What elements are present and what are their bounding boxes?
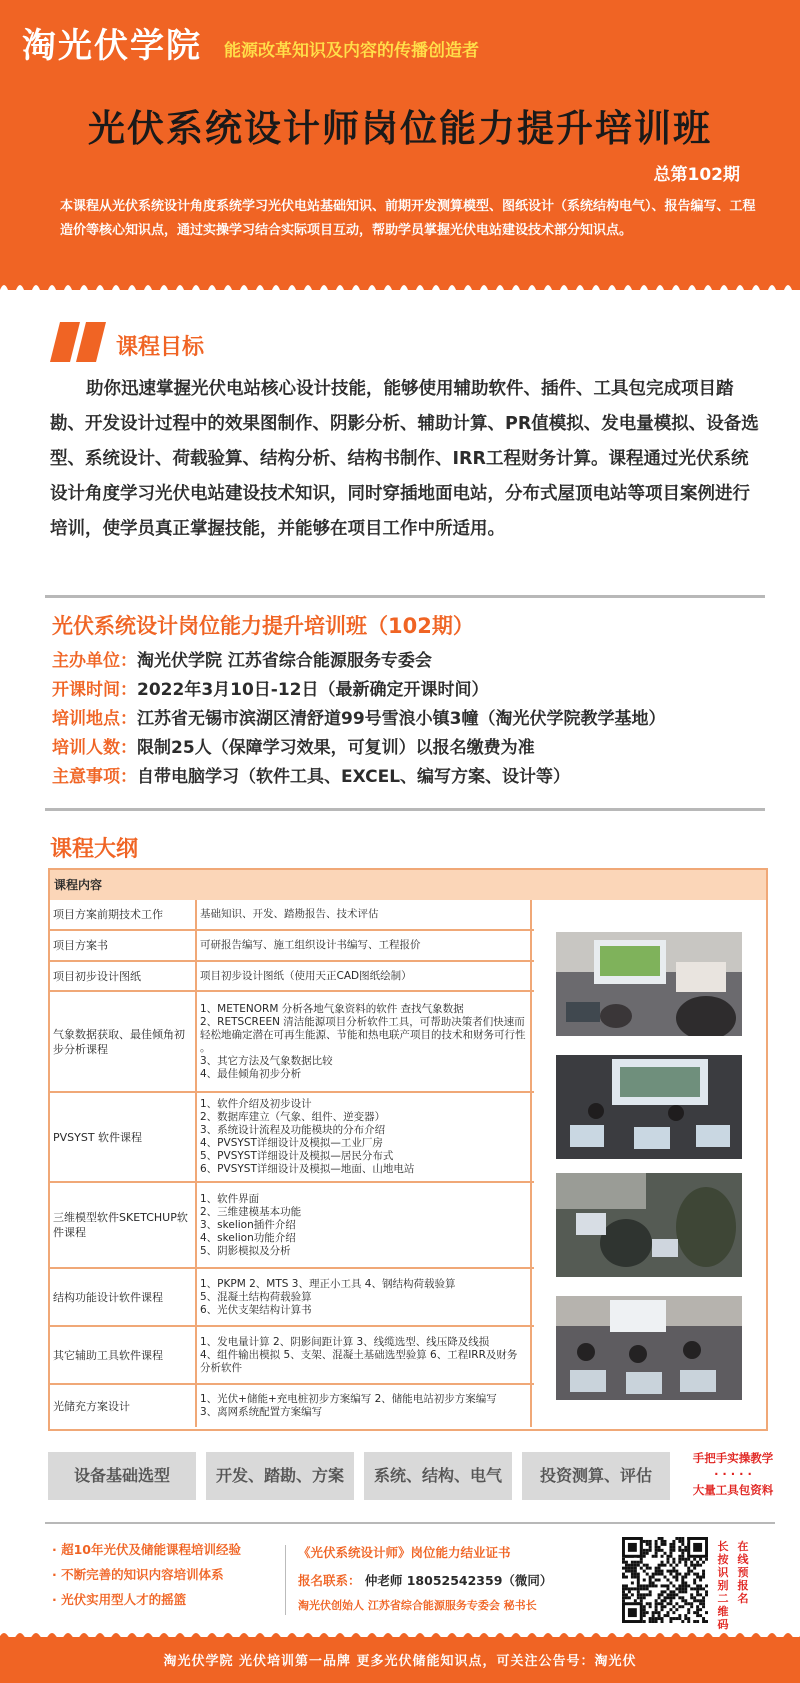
feature-list [52,1540,282,1615]
info-value: 江苏省无锡市滨湖区清舒道99号雪浪小镇3幢（淘光伏学院教学基地） [137,709,666,729]
course-content: 1、软件介绍及初步设计 2、数据库建立（气象、组件、逆变器） 3、系统设计流程及功能模块的分布介绍 4、PVSYST详细设计及模拟—工业厂房 5、PVSYST详细设计及模拟—居民分布式 6、PVSYST详细设计及模拟—地面、山地电站 [197,1093,532,1181]
info-label: 开课时间： [52,680,137,700]
course-content: 1、PKPM 2、MTS 3、理正小工具 4、钢结构荷载验算 5、混凝土结构荷载验算 6、光伏支架结构计算书 [197,1269,532,1325]
issue-number: 总第102期 [653,165,740,185]
divider [45,808,765,811]
divider [45,1522,775,1524]
info-row-notes [52,763,782,792]
info-value: 2022年3月10日-12日（最新确定开课时间） [137,680,489,700]
info-value: 淘光伏学院 江苏省综合能源服务专委会 [137,651,432,671]
certificate-text: 《光伏系统设计师》岗位能力结业证书 [298,1545,511,1560]
course-content: 1、METENORM 分析各地气象资料的软件 查找气象数据 2、RETSCREEN 清洁能源项目分析软件工具，可帮助决策者们快速而轻松地确定潜在可再生能源、节能和热电联产项目的技术和财务可行性 。 3、其它方法及气象数据比较 4、最佳倾角初步分析 [197,992,532,1091]
teaching-note-dots: · · · · · [714,1467,752,1481]
divider [45,595,765,598]
info-value: 自带电脑学习（软件工具、EXCEL、编写方案、设计等） [137,767,571,787]
info-row-capacity [52,734,782,763]
goal-title: 课程目标 [116,335,205,360]
table-row [50,1091,534,1181]
category-tag: 开发、踏勘、方案 [206,1452,354,1500]
course-name: 结构功能设计软件课程 [50,1269,197,1325]
course-name: 项目方案前期技术工作 [50,900,197,929]
course-content: 1、光伏+储能+充电桩初步方案编写 2、储能电站初步方案编写 3、离网系统配置方案编写 [197,1385,532,1427]
category-tag: 设备基础选型 [48,1452,196,1500]
course-content: 项目初步设计图纸（使用天正CAD图纸绘制） [197,962,532,990]
table-row [50,960,534,990]
table-row [50,1383,534,1427]
course-name: 项目方案书 [50,931,197,960]
category-tag: 系统、结构、电气 [364,1452,512,1500]
table-row [50,990,534,1091]
info-label: 培训地点： [52,709,137,729]
feature-item: · 不断完善的知识内容培训体系 [52,1565,282,1590]
qr-code-icon[interactable] [622,1537,708,1623]
course-name: 光储充方案设计 [50,1385,197,1427]
qr-caption-right: 在线预报名 [737,1540,749,1605]
course-content: 基础知识、开发、踏勘报告、技术评估 [197,900,532,929]
info-label: 主办单位： [52,651,137,671]
table-header: 课程内容 [50,870,766,900]
course-content: 1、发电量计算 2、阴影间距计算 3、线缆选型、线压降及线损 4、组件输出模拟 5、支架、混凝土基础选型验算 6、工程IRR及财务分析软件 [197,1327,532,1383]
table-row [50,900,534,929]
contact-info [298,1571,552,1589]
info-value: 限制25人（保障学习效果，可复训）以报名缴费为准 [137,738,535,758]
wave-divider [0,1630,800,1642]
category-tag: 投资测算、评估 [522,1452,670,1500]
info-row-date [52,676,782,705]
page-title: 光伏系统设计师岗位能力提升培训班 [88,107,712,150]
course-outline-table [48,868,768,1431]
info-label: 培训人数： [52,738,137,758]
class-title: 光伏系统设计岗位能力提升培训班（102期） [52,614,474,638]
course-name: 三维模型软件SKETCHUP软件课程 [50,1183,197,1267]
info-row-location [52,705,782,734]
class-info-list [52,647,782,792]
table-row [50,929,534,960]
header-banner [0,0,800,290]
teaching-note-line2: 大量工具包资料 [692,1483,774,1497]
outline-title: 课程大纲 [50,837,139,862]
slash-bars-icon [50,322,110,362]
table-row [50,1267,534,1325]
contact-label: 报名联系： [298,1573,361,1588]
feature-item: · 超10年光伏及储能课程培训经验 [52,1540,282,1565]
info-row-organizer [52,647,782,676]
bottom-slogan: 淘光伏学院 光伏培训第一品牌 更多光伏储能知识点，可关注公告号：淘光伏 [163,1654,637,1669]
course-content: 可研报告编写、施工组织设计书编写、工程报价 [197,931,532,960]
classroom-photo [556,1173,742,1277]
table-rows [50,900,534,1427]
course-name: 其它辅助工具软件课程 [50,1327,197,1383]
course-name: PVSYST 软件课程 [50,1093,197,1181]
brand-logo-text: 淘光伏学院 [22,26,202,66]
goal-text: 助你迅速掌握光伏电站核心设计技能，能够使用辅助软件、插件、工具包完成项目踏勘、开发设计过程中的效果图制作、阴影分析、辅助计算、PR值模拟、发电量模拟、设备选型、系统设计、荷载验算、结构分析、结构书制作、IRR工程财务计算。课程通过光伏系统设计角度学习光伏电站建设技术知识，同时穿插地面电站，分布式屋顶电站等项目案例进行培训，使学员真正掌握技能，并能够在项目工作中所适用。 [50,379,759,539]
course-content: 1、软件界面 2、三维建模基本功能 3、skelion插件介绍 4、skelion功能介绍 5、阴影模拟及分析 [197,1183,532,1267]
course-name: 气象数据获取、最佳倾角初步分析课程 [50,992,197,1091]
info-label: 主意事项： [52,767,137,787]
classroom-photo [556,1055,742,1159]
divider [285,1545,286,1615]
classroom-photos [534,900,766,1429]
qr-caption-left: 长按识别二维码 [717,1540,729,1631]
feature-item: · 光伏实用型人才的摇篮 [52,1590,282,1615]
founder-title: 淘光伏创始人 江苏省综合能源服务专委会 秘书长 [298,1599,537,1612]
teaching-note [678,1450,788,1498]
course-name: 项目初步设计图纸 [50,962,197,990]
table-row [50,1325,534,1383]
teaching-note-line1: 手把手实操教学 [692,1451,774,1465]
course-intro: 本课程从光伏系统设计角度系统学习光伏电站基础知识、前期开发测算模型、图纸设计（系统结构电气）、报告编写、工程造价等核心知识点，通过实操学习结合实际项目互动，帮助学员掌握光伏电站建设技术部分知识点。 [60,199,756,238]
wave-divider [0,280,800,304]
contact-value: 仲老师 18052542359（微同） [364,1573,553,1588]
brand-slogan: 能源改革知识及内容的传播创造者 [224,41,479,61]
classroom-photo [556,1296,742,1400]
classroom-photo [556,932,742,1036]
table-row [50,1181,534,1267]
